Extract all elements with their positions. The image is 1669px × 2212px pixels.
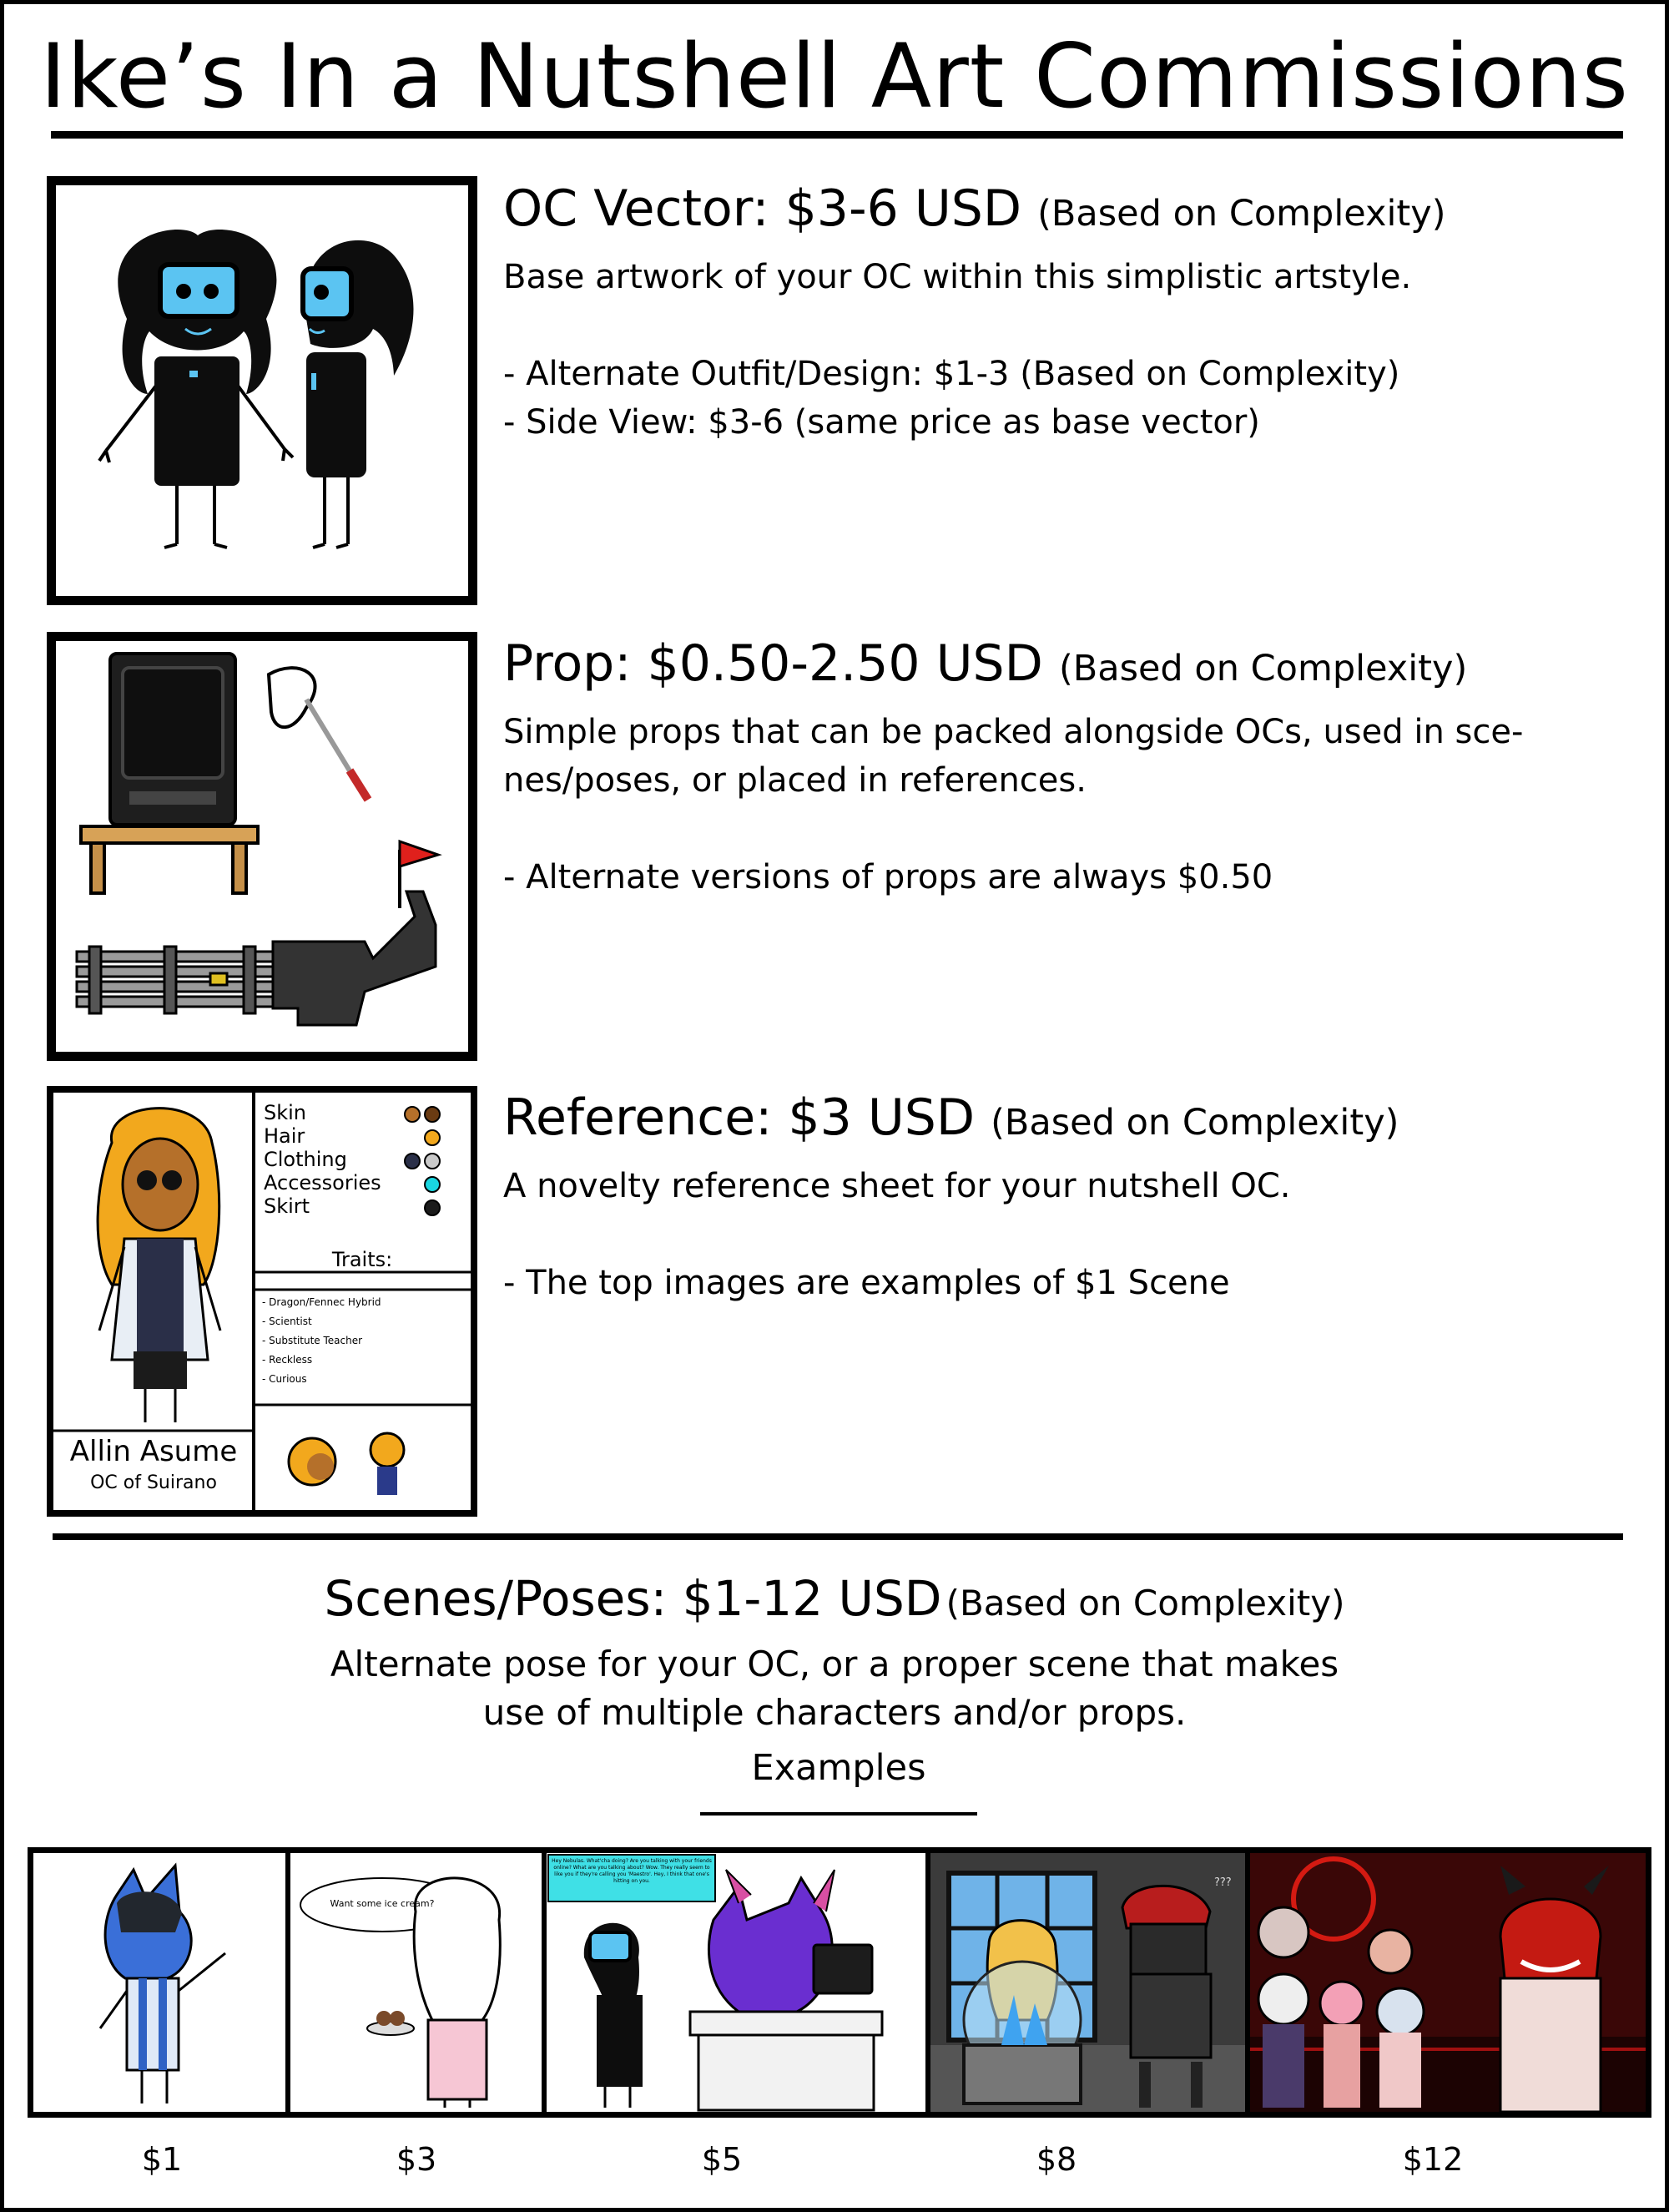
prop-image bbox=[47, 632, 477, 1061]
character-owner: OC of Suirano bbox=[90, 1472, 217, 1493]
example-panel-1 bbox=[33, 1853, 285, 2112]
example-price-1: $1 bbox=[141, 2141, 183, 2178]
example-price-12: $12 bbox=[1402, 2141, 1464, 2178]
scenes-note: (Based on Complexity) bbox=[945, 1583, 1345, 1624]
oc-vector-body bbox=[503, 253, 1646, 447]
oc-vector-option: - Alternate Outfit/Design: $1-3 (Based on Complexity) bbox=[503, 355, 1400, 393]
oc-vector-description: Base artwork of your OC within this simplistic artstyle. bbox=[503, 258, 1412, 296]
color-swatches bbox=[394, 1103, 461, 1228]
examples-underline bbox=[700, 1812, 977, 1816]
chat-box-text: Hey Nebulas. What'cha doing? Are you talking with your friends online? What are you talking about? Wow. They really seem to like you if they're calling you 'Maestro'. Hey, I think that one's hitting on you. bbox=[552, 1858, 712, 1884]
example-panel-3 bbox=[290, 1853, 542, 2112]
scenes-heading: Scenes/Poses: $1-12 USD bbox=[324, 1570, 942, 1627]
trait-item: - Curious bbox=[262, 1373, 307, 1385]
example-5-drawing bbox=[547, 1853, 925, 2112]
reference-heading-line bbox=[503, 1087, 1646, 1154]
scenes-description-line: Alternate pose for your OC, or a proper scene that makes bbox=[330, 1644, 1339, 1684]
example-panel-8 bbox=[930, 1853, 1245, 2112]
question-marks: ??? bbox=[1214, 1876, 1232, 1889]
example-panel-5 bbox=[547, 1853, 925, 2112]
reference-note: (Based on Complexity) bbox=[991, 1102, 1399, 1144]
scenes-description bbox=[4, 1640, 1665, 1737]
page-title: Ike’s In a Nutshell Art Commissions bbox=[39, 25, 1630, 128]
reference-body bbox=[503, 1162, 1646, 1307]
example-3-drawing bbox=[290, 1853, 542, 2112]
prop-body bbox=[503, 708, 1646, 901]
prop-description: nes/poses, or placed in references. bbox=[503, 761, 1087, 800]
color-label: Accessories bbox=[264, 1171, 381, 1194]
reference-description: A novelty reference sheet for your nutshell OC. bbox=[503, 1167, 1291, 1205]
speech-bubble-text: Want some ice cream? bbox=[330, 1898, 435, 1909]
oc-vector-option: - Side View: $3-6 (same price as base vector) bbox=[503, 403, 1260, 442]
color-labels bbox=[264, 1101, 381, 1218]
example-price-8: $8 bbox=[1036, 2141, 1077, 2178]
example-12-drawing bbox=[1250, 1853, 1646, 2112]
oc-vector-front-and-side-figure bbox=[56, 185, 468, 596]
trait-item: - Scientist bbox=[262, 1316, 312, 1327]
oc-vector-image bbox=[47, 176, 477, 605]
traits-list bbox=[262, 1293, 381, 1389]
oc-vector-heading: OC Vector: $3-6 USD bbox=[503, 179, 1022, 238]
example-price-3: $3 bbox=[396, 2141, 437, 2178]
color-label: Skin bbox=[264, 1101, 307, 1124]
example-panel-12 bbox=[1250, 1853, 1646, 2112]
oc-vector-note: (Based on Complexity) bbox=[1037, 193, 1446, 235]
reference-sheet-image bbox=[47, 1086, 477, 1517]
scenes-heading-line bbox=[4, 1570, 1665, 1627]
traits-title: Traits: bbox=[331, 1248, 393, 1271]
examples-strip bbox=[28, 1847, 1651, 2118]
oc-vector-section bbox=[503, 178, 1646, 447]
prop-heading-line bbox=[503, 633, 1646, 699]
section-divider bbox=[53, 1533, 1623, 1540]
trait-item: - Dragon/Fennec Hybrid bbox=[262, 1296, 381, 1308]
prop-description: Simple props that can be packed alongside OCs, used in sce- bbox=[503, 713, 1524, 751]
color-label: Clothing bbox=[264, 1148, 347, 1171]
prop-note: (Based on Complexity) bbox=[1058, 648, 1468, 689]
trait-item: - Substitute Teacher bbox=[262, 1335, 363, 1346]
example-8-drawing bbox=[930, 1853, 1245, 2112]
prop-examples-drawing bbox=[56, 641, 468, 1052]
example-1-drawing bbox=[33, 1853, 285, 2112]
prop-heading: Prop: $0.50-2.50 USD bbox=[503, 634, 1043, 693]
example-price-5: $5 bbox=[701, 2141, 743, 2178]
reference-option: - The top images are examples of $1 Scene bbox=[503, 1264, 1230, 1302]
color-label: Skirt bbox=[264, 1194, 310, 1218]
examples-label: Examples bbox=[751, 1747, 926, 1789]
reference-heading: Reference: $3 USD bbox=[503, 1088, 976, 1147]
color-label: Hair bbox=[264, 1124, 305, 1148]
prop-option: - Alternate versions of props are always $0.50 bbox=[503, 858, 1273, 896]
scenes-description-line: use of multiple characters and/or props. bbox=[482, 1692, 1187, 1733]
oc-vector-heading-line bbox=[503, 178, 1646, 245]
reference-section bbox=[503, 1087, 1646, 1307]
title-underline bbox=[51, 131, 1623, 139]
prop-section bbox=[503, 633, 1646, 901]
trait-item: - Reckless bbox=[262, 1354, 313, 1366]
character-name: Allin Asume bbox=[69, 1435, 238, 1468]
